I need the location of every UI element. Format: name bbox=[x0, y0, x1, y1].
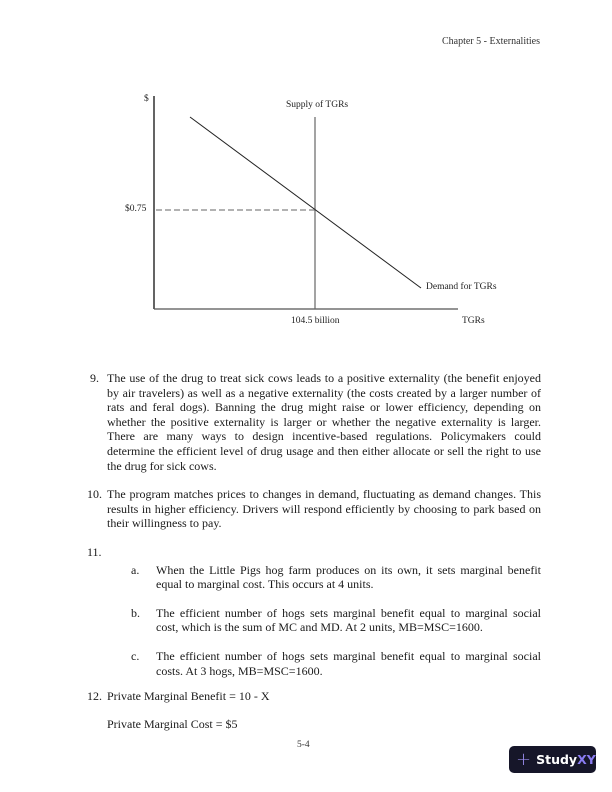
part-letter: a. bbox=[131, 562, 140, 577]
answer-number: 12. bbox=[87, 689, 102, 704]
answer-12-cost: Private Marginal Cost = $5 bbox=[107, 716, 238, 731]
answer-12 bbox=[87, 689, 541, 704]
answer-11c bbox=[90, 649, 541, 678]
part-text: When the Little Pigs hog farm produces on its own, it sets marginal benefit equal to marginal cost. This occurs at 4 units. bbox=[156, 562, 541, 592]
supply-demand-chart bbox=[0, 0, 612, 340]
answer-9 bbox=[90, 371, 541, 473]
price-label: $0.75 bbox=[125, 204, 147, 214]
page-number: 5-4 bbox=[297, 740, 310, 750]
answer-text: The program matches prices to changes in demand, fluctuating as demand changes. This results in higher efficiency. Drivers will respond efficiently by choosing to park based on their willingness to pay. bbox=[107, 487, 541, 531]
brand-name: Study bbox=[536, 752, 578, 767]
quantity-label: 104.5 billion bbox=[291, 316, 340, 326]
chart-graphic bbox=[0, 0, 612, 340]
answer-11 bbox=[87, 544, 541, 560]
plus-icon: + bbox=[516, 748, 532, 770]
answer-11a bbox=[90, 563, 541, 592]
brand-accent: XY bbox=[577, 752, 596, 767]
answer-text: Private Marginal Benefit = 10 - X bbox=[107, 689, 270, 704]
answer-11b bbox=[90, 606, 541, 635]
answer-number: 11. bbox=[87, 544, 102, 559]
supply-label: Supply of TGRs bbox=[286, 100, 349, 110]
chapter-header: Chapter 5 - Externalities bbox=[441, 36, 540, 47]
answer-10 bbox=[87, 487, 541, 531]
x-axis-label: TGRs bbox=[462, 316, 485, 326]
part-letter: c. bbox=[131, 648, 140, 663]
demand-line bbox=[190, 117, 421, 288]
answers-section bbox=[87, 371, 541, 745]
part-text: The efficient number of hogs sets marginal benefit equal to marginal social cost, which is the sum of MC and MD. At 2 units, MB=MSC=1600. bbox=[156, 605, 541, 635]
y-axis-label: $ bbox=[144, 94, 149, 104]
part-text: The efficient number of hogs sets marginal benefit equal to marginal social costs. At 3 hogs, MB=MSC=1600. bbox=[156, 648, 541, 678]
answer-number: 9. bbox=[90, 371, 99, 385]
answer-text: The use of the drug to treat sick cows leads to a positive externality (the benefit enjoyed by air travelers) as well as a negative externality (the costs created by a larger number of rats and feral dogs). Banning the drug might raise or lower efficiency, depending on whether the positive externality is larger or whether the negative externality is larger. There are many ways to design incentive-based regulations. Policymakers could determine the efficient level of drug usage and then either allocate or sell the right to use the drug for sick cows. bbox=[107, 371, 541, 473]
demand-label: Demand for TGRs bbox=[426, 282, 497, 292]
studyxy-badge[interactable] bbox=[509, 746, 596, 773]
part-letter: b. bbox=[131, 605, 140, 620]
answer-number: 10. bbox=[87, 487, 102, 502]
